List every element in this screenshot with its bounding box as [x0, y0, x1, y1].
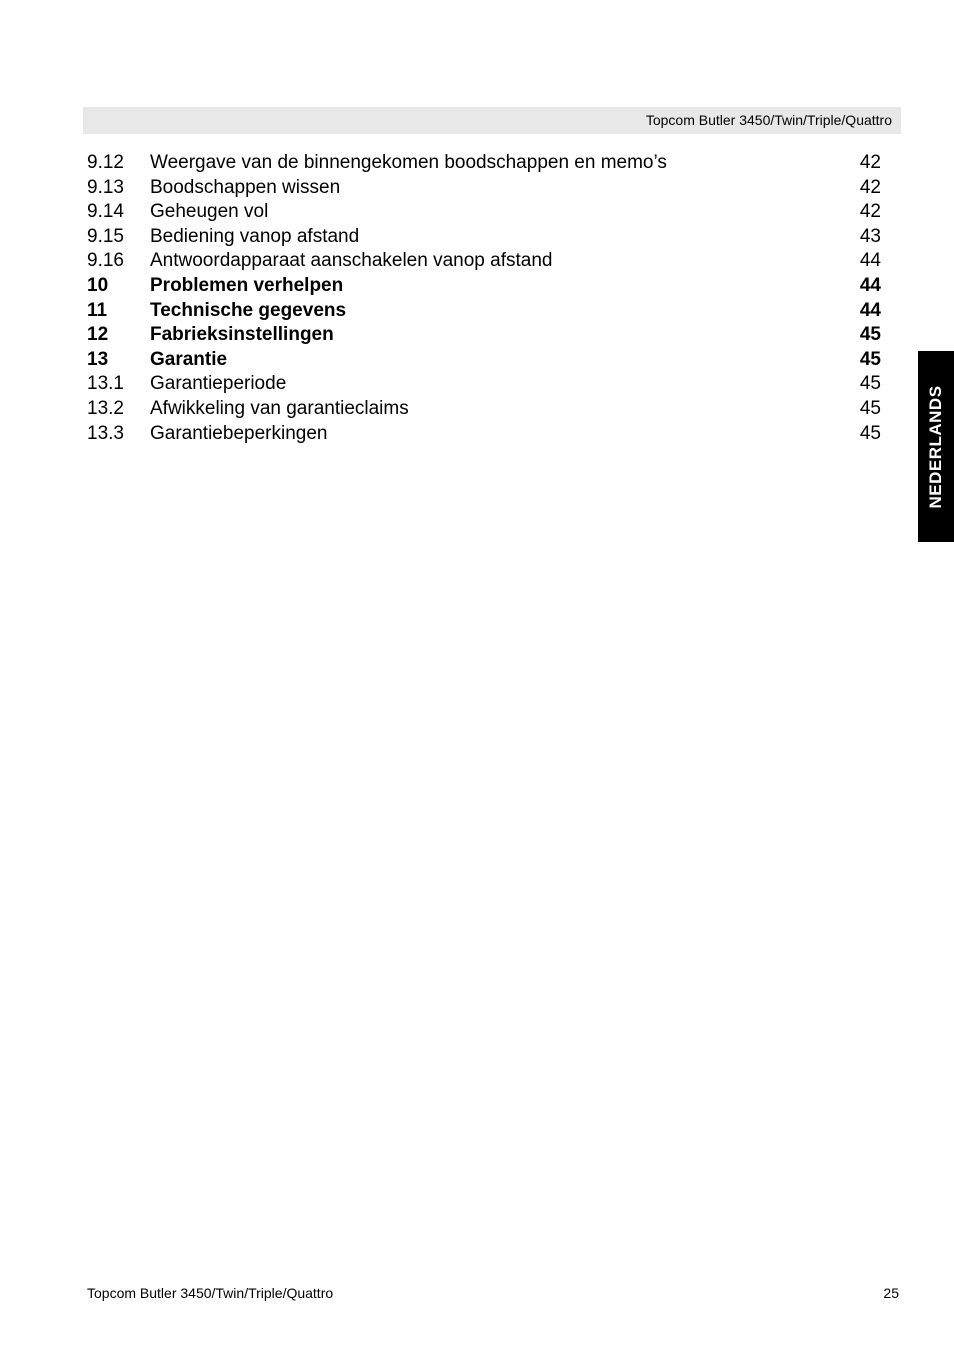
toc-entry-page: 45: [859, 397, 881, 419]
toc-entry-page: 42: [859, 152, 881, 173]
language-tab-label: NEDERLANDS: [926, 384, 945, 509]
toc-entry-title: Bediening vanop afstand: [150, 225, 360, 247]
toc-entry-number: 13.1: [87, 373, 124, 395]
toc-entry[interactable]: [87, 151, 881, 176]
toc-entry-page: 44: [859, 274, 881, 296]
toc-chapter-entry[interactable]: [87, 323, 881, 348]
toc-entry-page: 45: [859, 422, 881, 444]
toc-entry-number: 9.12: [87, 152, 124, 173]
toc-entry-title: Problemen verhelpen: [150, 274, 344, 296]
toc-chapter-entry[interactable]: [87, 348, 881, 373]
toc-entry-title: Geheugen vol: [150, 201, 269, 223]
toc-entry-number: 10: [87, 274, 109, 296]
toc-entry[interactable]: [87, 200, 881, 225]
toc-entry-title: Boodschappen wissen: [150, 176, 341, 198]
toc-entry[interactable]: [87, 225, 881, 250]
footer-page-number: 25: [883, 1285, 899, 1301]
toc-entry-page: 44: [859, 299, 881, 321]
toc-entry-number: 12: [87, 324, 109, 346]
toc-entry-page: 42: [859, 176, 881, 198]
toc-entry-title: Garantie: [150, 348, 228, 370]
toc-entry-page: 45: [859, 348, 881, 370]
toc-entry-page: 43: [859, 225, 881, 247]
toc-entry-page: 42: [859, 201, 881, 223]
toc-entry-page: 45: [859, 373, 881, 395]
toc-entry-title: Garantieperiode: [150, 373, 287, 395]
toc-entry-number: 13: [87, 348, 109, 370]
toc-entry-title: Antwoordapparaat aanschakelen vanop afstand: [150, 250, 553, 272]
toc-entry-number: 9.16: [87, 250, 124, 272]
toc-entry[interactable]: [87, 249, 881, 274]
footer-product-name: Topcom Butler 3450/Twin/Triple/Quattro: [87, 1285, 334, 1301]
toc-entry-title: Technische gegevens: [150, 299, 347, 321]
header-title: Topcom Butler 3450/Twin/Triple/Quattro: [645, 112, 892, 128]
language-tab: [918, 351, 954, 542]
toc-entry-number: 9.14: [87, 201, 124, 223]
toc-entry-title: Garantiebeperkingen: [150, 422, 328, 444]
header-bar: [83, 107, 901, 134]
toc-entry-page: 44: [859, 250, 881, 272]
toc-entry-title: Fabrieksinstellingen: [150, 324, 334, 346]
toc-entry-number: 9.13: [87, 176, 124, 198]
toc-entry-page: 45: [859, 324, 881, 346]
toc-chapter-entry[interactable]: [87, 299, 881, 324]
toc-entry-number: 13.3: [87, 422, 124, 444]
toc-entry[interactable]: [87, 422, 881, 447]
toc-entry-number: 9.15: [87, 225, 124, 247]
toc-entry-number: 13.2: [87, 397, 124, 419]
toc-entry[interactable]: [87, 176, 881, 201]
toc-entry-number: 11: [87, 299, 108, 321]
toc-entry-title: Weergave van de binnengekomen boodschappen en memo’s: [150, 152, 667, 173]
toc-entry[interactable]: [87, 372, 881, 397]
toc-chapter-entry[interactable]: [87, 274, 881, 299]
toc-entry[interactable]: [87, 397, 881, 422]
table-of-contents: [87, 151, 881, 446]
toc-entry-title: Afwikkeling van garantieclaims: [150, 397, 409, 419]
